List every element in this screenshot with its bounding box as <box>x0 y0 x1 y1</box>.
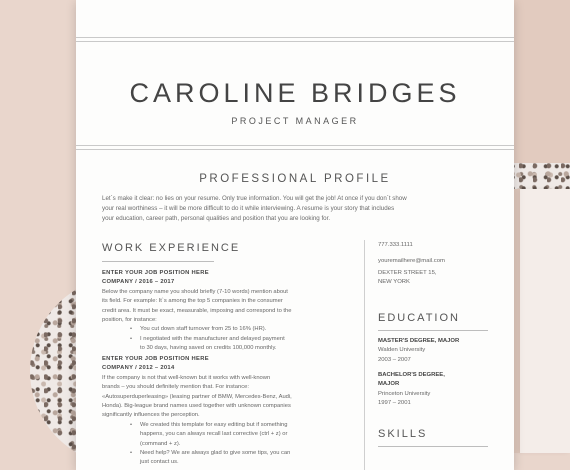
experience-title: WORK EXPERIENCE <box>102 242 241 254</box>
education-title-rule <box>378 330 488 331</box>
column-divider <box>364 240 365 470</box>
job-line: credit area. It must be exact, measurable, imposing and correspond to the <box>102 307 292 314</box>
contact-email: youremailhere@mail.com <box>378 258 445 265</box>
job-company: COMPANY / 2012 – 2014 <box>102 365 175 372</box>
education-entry-2 <box>378 371 496 409</box>
job-line: brands – you should definitely mention that. For instance: <box>102 384 249 391</box>
job-line: significantly influences the perception. <box>102 412 200 419</box>
job-bullets <box>102 325 350 353</box>
resume-role: PROJECT MANAGER <box>231 116 359 126</box>
header-top-rule <box>76 37 514 38</box>
education-title: EDUCATION <box>378 312 460 324</box>
job-line: its field. For example: It`s among the top 5 companies in the consumer <box>102 298 283 305</box>
skills-title-rule <box>378 446 488 447</box>
bullet-item: • I negotiated with the manufacturer and delayed payment to 30 days, having saved on credits 100,000 monthly. <box>140 335 350 354</box>
contact-phone: 777.333.1111 <box>378 242 413 248</box>
job-line: Below the company name you should briefly (7-10 words) mention about <box>102 288 288 295</box>
profile-line: your real worthiness – it will be more difficult to do it while interviewing. A resume is your story that includes <box>102 204 395 212</box>
job-line: position, for instance: <box>102 317 157 324</box>
job-position: ENTER YOUR JOB POSITION HERE <box>102 270 209 276</box>
job-line: If the company is not that well-known but it works with well-known <box>102 374 271 381</box>
contact-address-line: DEXTER STREET 15, <box>378 269 437 276</box>
header-top-rule-2 <box>76 41 514 42</box>
education-degree: MAJOR <box>378 381 400 388</box>
education-years: 1997 – 2001 <box>378 400 411 407</box>
education-degree: MASTER'S DEGREE, MAJOR <box>378 338 460 344</box>
bullet-item: • You cut down staff turnover from 25 to 16% (HR). <box>140 325 350 334</box>
skills-title: SKILLS <box>378 428 428 440</box>
pedestal-decor <box>520 189 570 453</box>
profile-line: Let`s make it clear: no lies on your resume. Only true information. You will get the job! At once if you don`t show <box>102 195 407 202</box>
header-bottom-rule <box>76 145 514 146</box>
bullet-item: • Need help? We are always glad to give some tips, you can just contact us. <box>140 449 350 468</box>
job-entry-2 <box>102 355 350 468</box>
job-line: Honda). Big-league brand names used together with unknown companies <box>102 403 291 410</box>
resume-page <box>76 0 514 470</box>
job-position: ENTER YOUR JOB POSITION HERE <box>102 356 209 362</box>
education-degree: BACHELOR'S DEGREE, <box>378 372 445 378</box>
experience-title-rule <box>102 261 214 262</box>
job-company: COMPANY / 2016 – 2017 <box>102 279 175 286</box>
education-entry-1 <box>378 337 496 365</box>
header-bottom-rule-2 <box>76 149 514 150</box>
profile-title: PROFESSIONAL PROFILE <box>199 173 391 185</box>
education-school: Princeton University <box>378 390 431 397</box>
education-school: Walden University <box>378 347 426 354</box>
job-line: «Autosuperduperleasing» (leasing partner of BMW, Mercedes-Benz, Audi, <box>102 393 292 400</box>
contact-address-line: NEW YORK <box>378 279 410 286</box>
job-bullets <box>102 421 350 468</box>
resume-name: CAROLINE BRIDGES <box>129 78 461 108</box>
terrazzo-bar-decor <box>505 163 570 189</box>
profile-line: your education, career path, personal qualities and position that you are looking for. <box>102 214 331 222</box>
job-entry-1 <box>102 269 350 354</box>
education-years: 2003 – 2007 <box>378 356 411 363</box>
contact-block <box>378 241 496 288</box>
profile-text <box>102 194 488 223</box>
bullet-item: • We created this template for easy editing but if something happens, you can always recall last corrective (ctrl + z) or (command + z). <box>140 421 350 449</box>
